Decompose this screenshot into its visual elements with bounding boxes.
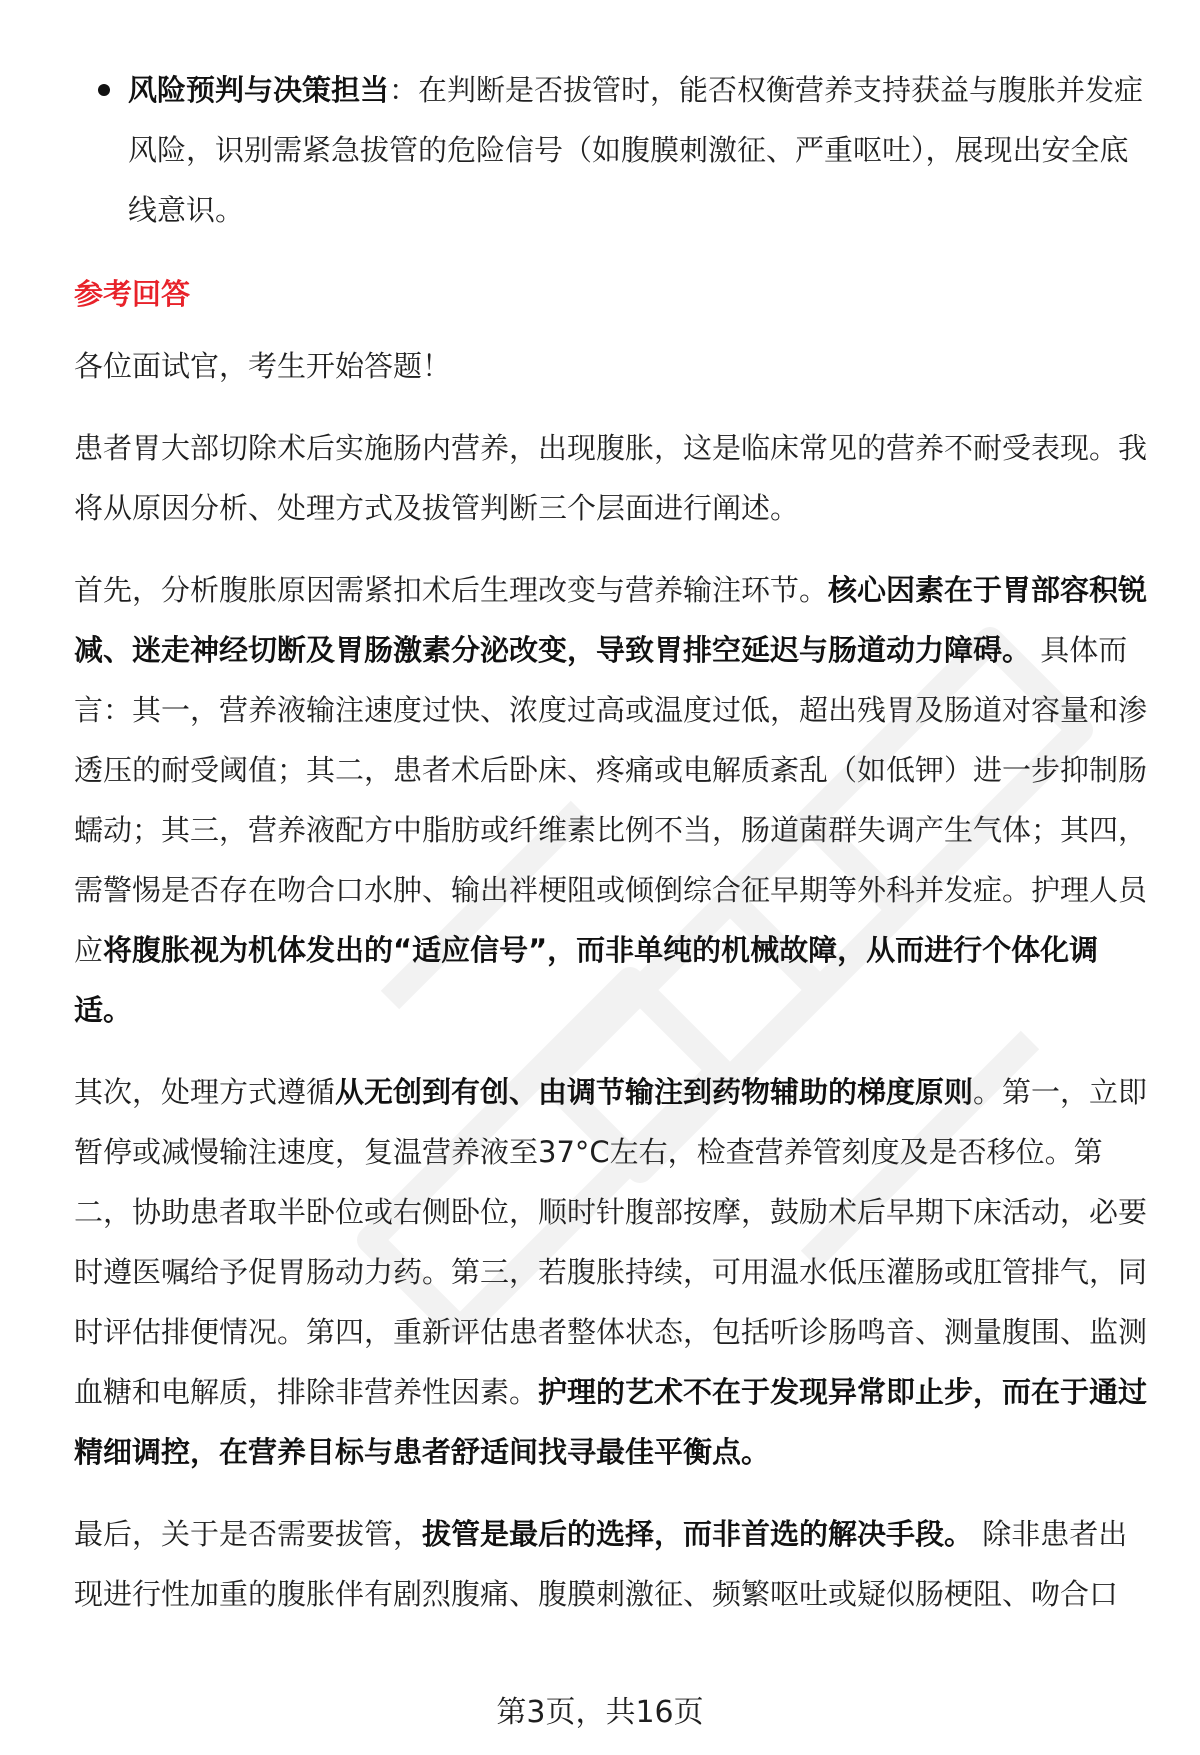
extubation-text-1: 最后，关于是否需要拔管， [74, 1517, 423, 1551]
bullet-text: ：在判断是否拔管时，能否权衡营养支持获益与腹胀并发症风险，识别需紧急拔管的危险信号（如腹膜刺激征、严重呕吐），展现出安全底线意识。 [128, 73, 1144, 227]
bullet-dot-icon [98, 84, 110, 96]
paragraph-treatment [74, 1062, 1154, 1482]
document-body [74, 60, 1154, 1624]
extubation-bold-1: 拔管是最后的选择，而非首选的解决手段。 [422, 1517, 974, 1551]
paragraph-cause-analysis [74, 560, 1154, 1040]
treatment-text-2: 。第一，立即暂停或减慢输注速度，复温营养液至37°C左右，检查营养管刻度及是否移位。第二，协助患者取半卧位或右侧卧位，顺时针腹部按摩，鼓励术后早期下床活动，必要时遵医嘱给予促胃肠动力药。第三，若腹胀持续，可用温水低压灌肠或肛管排气，同时评估排便情况。第四，重新评估患者整体状态，包括听诊肠鸣音、测量腹围、监测血糖和电解质，排除非营养性因素。 [74, 1075, 1148, 1409]
treatment-bold-1: 从无创到有创、由调节输注到药物辅助的梯度原则 [335, 1075, 974, 1109]
cause-text-2: 具体而言：其一，营养液输注速度过快、浓度过高或温度过低，超出残胃及肠道对容量和渗透压的耐受阈值；其二，患者术后卧床、疼痛或电解质紊乱（如低钾）进一步抑制肠蠕动；其三，营养液配方中脂肪或纤维素比例不当，肠道菌群失调产生气体；其四，需警惕是否存在吻合口水肿、输出袢梗阻或倾倒综合征早期等外科并发症。护理人员应 [74, 633, 1148, 967]
cause-bold-2: 将腹胀视为机体发出的“适应信号”，而非单纯的机械故障，从而进行个体化调适。 [74, 933, 1099, 1027]
section-heading: 参考回答 [74, 277, 191, 311]
paragraph-extubation [74, 1504, 1154, 1624]
cause-bold-1: 核心因素在于胃部容积锐减、迷走神经切断及胃肠激素分泌改变，导致胃排空延迟与肠道动力障碍。 [74, 573, 1148, 667]
bullet-item [74, 60, 1154, 240]
paragraph-opening: 各位面试官，考生开始答题！ [74, 349, 452, 383]
paragraph-intro: 患者胃大部切除术后实施肠内营养，出现腹胀，这是临床常见的营养不耐受表现。我将从原因分析、处理方式及拔管判断三个层面进行阐述。 [74, 431, 1148, 525]
treatment-text-1: 其次，处理方式遵循 [74, 1075, 336, 1109]
extubation-text-2: 除非患者出现进行性加重的腹胀伴有剧烈腹痛、腹膜刺激征、频繁呕吐或疑似肠梗阻、吻合口 [74, 1517, 1128, 1611]
bullet-term: 风险预判与决策担当 [128, 73, 390, 107]
cause-text-1: 首先，分析腹胀原因需紧扣术后生理改变与营养输注环节。 [74, 573, 829, 607]
page-footer: 第3页，共16页 [496, 1695, 704, 1730]
treatment-bold-2: 护理的艺术不在于发现异常即止步，而在于通过精细调控，在营养目标与患者舒适间找寻最佳平衡点。 [74, 1375, 1148, 1469]
